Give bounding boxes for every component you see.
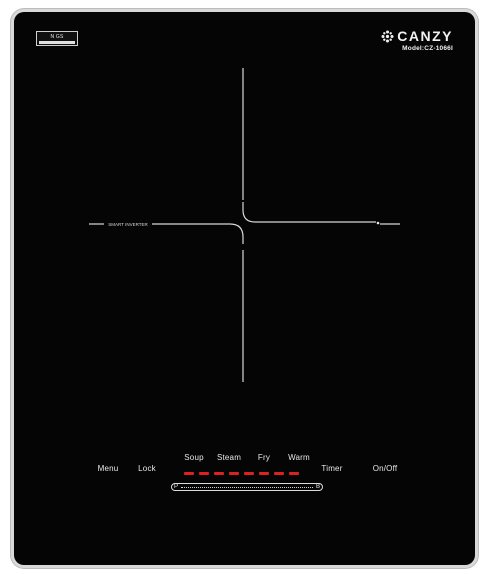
- slider-max-label: B: [315, 484, 320, 490]
- timer-button[interactable]: Timer: [321, 464, 343, 473]
- mode-warm-button[interactable]: Warm: [288, 453, 310, 462]
- power-indicator-led: [274, 472, 284, 475]
- mode-fry-button[interactable]: Fry: [257, 453, 271, 462]
- power-indicator-led: [214, 472, 224, 475]
- cooktop-panel: [14, 12, 475, 565]
- power-indicator-led: [259, 472, 269, 475]
- badge-text: N GS: [50, 33, 64, 40]
- mode-steam-button[interactable]: Steam: [216, 453, 242, 462]
- lock-button[interactable]: Lock: [138, 464, 156, 473]
- menu-button[interactable]: Menu: [97, 464, 119, 473]
- model-number: Model:CZ-1066I: [402, 45, 453, 52]
- power-indicator-led: [199, 472, 209, 475]
- mode-soup-button[interactable]: Soup: [184, 453, 204, 462]
- power-indicator-led: [229, 472, 239, 475]
- power-indicator-led: [244, 472, 254, 475]
- slider-track: [181, 487, 313, 488]
- power-indicator-led: [289, 472, 299, 475]
- brand-name: CANZY: [397, 28, 453, 44]
- power-slider[interactable]: [171, 483, 323, 491]
- power-indicator-led: [184, 472, 194, 475]
- zone-label: SMART INVERTER: [108, 222, 148, 227]
- slider-min-label: P: [174, 484, 179, 490]
- on-off-button[interactable]: On/Off: [372, 464, 398, 473]
